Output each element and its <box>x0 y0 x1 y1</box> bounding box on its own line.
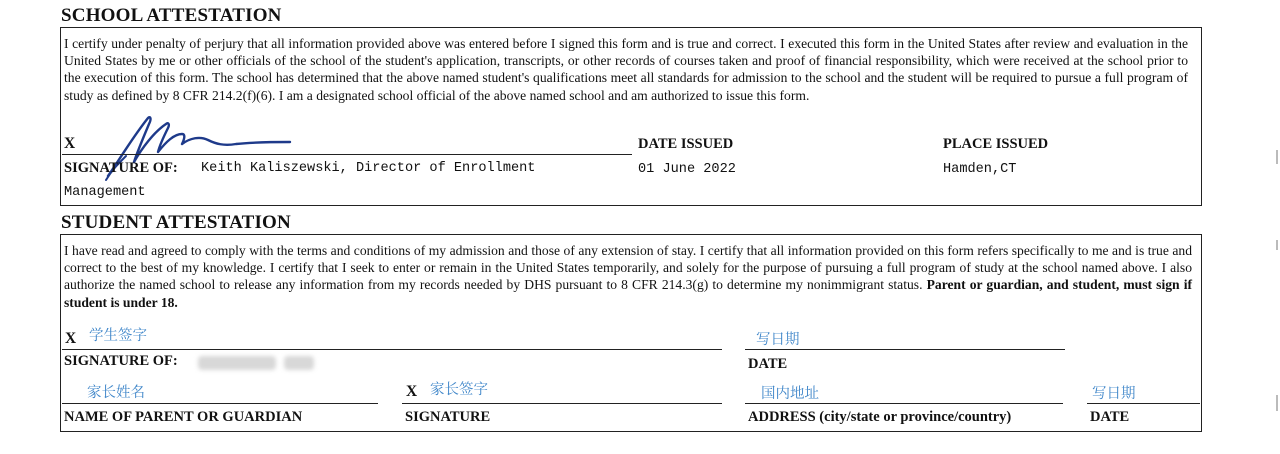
school-signature-line <box>62 154 632 155</box>
student-x-mark: X <box>65 330 77 347</box>
redacted-student-name <box>198 356 276 370</box>
place-issued-label: PLACE ISSUED <box>943 136 1049 152</box>
scan-artifact <box>1276 150 1278 164</box>
redacted-student-name-2 <box>284 356 314 370</box>
student-date-label: DATE <box>748 356 788 372</box>
parent-sign-note: 家长签字 <box>430 382 488 398</box>
date-issued-value: 01 June 2022 <box>638 162 736 177</box>
address-label: ADDRESS (city/state or province/country) <box>748 409 1012 425</box>
school-attestation-heading: SCHOOL ATTESTATION <box>61 5 282 26</box>
date-issued-label: DATE ISSUED <box>638 136 734 152</box>
student-date-note: 写日期 <box>756 332 800 348</box>
parent-address-line <box>745 403 1063 404</box>
school-x-mark: X <box>64 135 76 152</box>
signer-name-line1: Keith Kaliszewski, Director of Enrollment <box>201 161 536 176</box>
signature-of-label: SIGNATURE OF: <box>64 160 178 176</box>
student-attestation-text <box>64 242 1192 311</box>
student-date-line <box>745 349 1065 350</box>
student-sign-note: 学生签字 <box>89 328 147 344</box>
parent-date-line <box>1087 403 1200 404</box>
address-note: 国内地址 <box>761 386 819 402</box>
parent-name-note: 家长姓名 <box>87 385 145 401</box>
parent-name-line <box>62 403 378 404</box>
signer-name-line2: Management <box>64 185 146 200</box>
name-of-parent-label: NAME OF PARENT OR GUARDIAN <box>64 409 303 425</box>
scan-artifact <box>1276 240 1278 250</box>
student-signature-line <box>62 349 722 350</box>
student-attestation-text-bold: Parent or guardian, and student, must sign if student is under 18. <box>64 277 1192 310</box>
parent-signature-line <box>402 403 722 404</box>
parent-signature-label: SIGNATURE <box>405 409 491 425</box>
parent-x-mark: X <box>406 383 418 400</box>
place-issued-value: Hamden,CT <box>943 162 1017 177</box>
student-attestation-heading: STUDENT ATTESTATION <box>61 212 291 233</box>
scan-artifact <box>1276 395 1278 411</box>
student-signature-of-label: SIGNATURE OF: <box>64 353 178 369</box>
parent-date-label: DATE <box>1090 409 1130 425</box>
parent-date-note: 写日期 <box>1092 386 1136 402</box>
school-attestation-text: I certify under penalty of perjury that all information provided above was entered before I signed this form and is true and correct. I executed this form in the United States after review and evaluation in the United States by me or other officials of the school of the student's application, transcripts, or other records of courses taken and proof of financial responsibility, which were received at the school prior to the execution of this form. The school has determined that the above named student's qualifications meet all standards for admission to the school and the student will be required to pursue a full program of study as defined by 8 CFR 214.2(f)(6). I am a designated school official of the above named school and am authorized to issue this form. <box>64 36 1188 103</box>
student-attestation-text-normal: I have read and agreed to comply with the terms and conditions of my admission and those of any extension of stay. I certify that all information provided on this form refers specifically to me and is true and correct to the best of my knowledge. I certify that I seek to enter or remain in the United States temporarily, and solely for the purpose of pursuing a full program of study at the school named above. I also authorize the named school to release any information from my records needed by DHS pursuant to 8 CFR 214.3(g) to determine my nonimmigrant status. <box>64 243 1192 293</box>
